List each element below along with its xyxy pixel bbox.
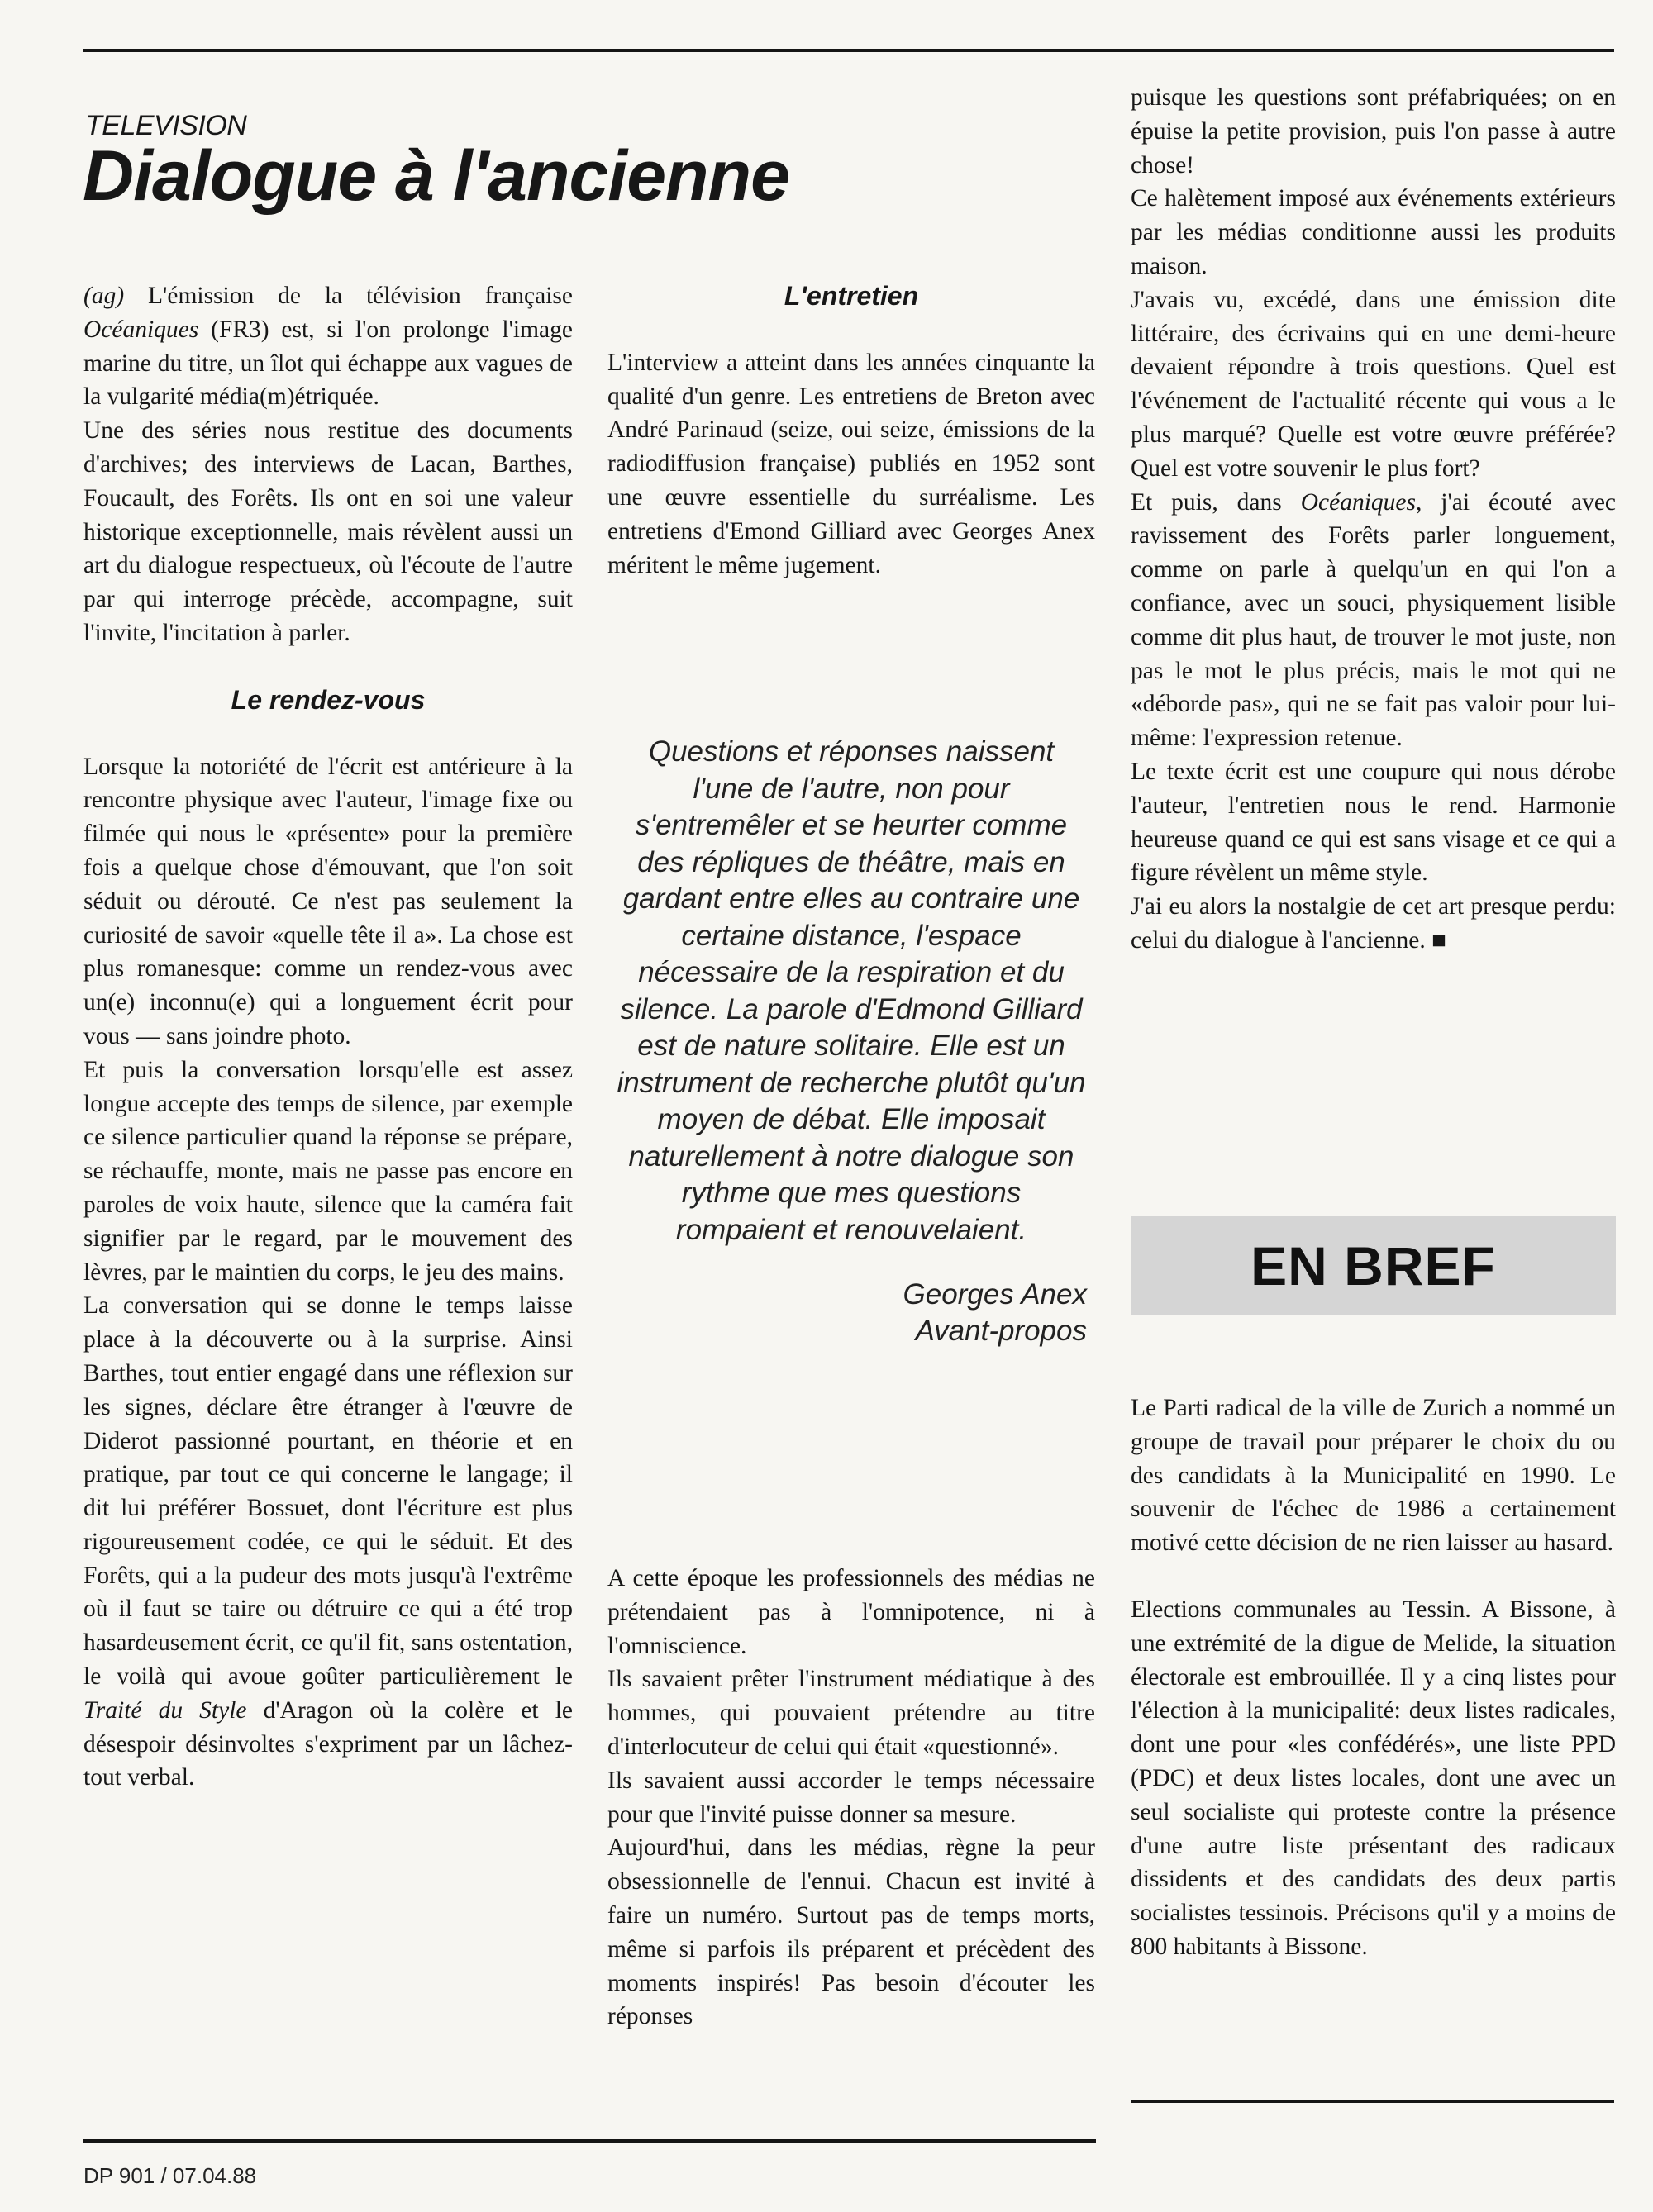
paragraph: Ce halètement imposé aux événements extérieurs par les médias conditionne aussi les produits maison. [1131, 185, 1616, 279]
paragraph: J'ai eu alors la nostalgie de cet art presque perdu: celui du dialogue à l'ancienne. ■ [1131, 893, 1616, 954]
en-bref-title: EN BREF [1250, 1235, 1496, 1296]
paragraph: puisque les questions sont préfabriquées; on en épuise la petite provision, puis l'on passe à autre chose! [1131, 84, 1616, 178]
pull-quote-signature [616, 1277, 1087, 1349]
section-kicker: TELEVISION [85, 110, 247, 141]
subhead-rendez-vous: Le rendez-vous [231, 684, 426, 715]
paragraph: Et puis la conversation lorsqu'elle est assez longue accepte des temps de silence, par exemple ce silence particulier quand la réponse se prépare, se réchauffe, monte, mais ne passe pas encore en paroles de voix haute, silence que la caméra fait signifier par le regard, par le mouvement des lèvres, par le maintien du corps, le jeu des mains. [83, 1056, 573, 1286]
end-mark: ■ [1431, 926, 1446, 954]
issue-footer: DP 901 / 07.04.88 [83, 2163, 257, 2188]
paragraph: Aujourd'hui, dans les médias, règne la peur obsessionnelle de l'ennui. Chacun est invité à faire un numéro. Surtout pas de temps morts, même si parfois ils préparent et précèdent des moments inspirés! Pas besoin d'écouter les réponses [607, 1834, 1095, 2030]
en-bref-banner [1131, 1216, 1616, 1315]
paragraph: Et puis, dans Océaniques, j'ai écouté avec ravissement des Forêts parler longuement, comme on parle à quelqu'un en qui l'on a confiance, avec un souci, physiquement lisible comme dit plus haut, de trouver le mot juste, non pas le mot le plus précis, mais le mot qui ne «déborde pas», qui ne se fait pas valoir pour lui-même: l'expression retenue. [1131, 488, 1617, 752]
pull-quote [616, 734, 1087, 1349]
pull-quote-source: Avant-propos [915, 1315, 1087, 1347]
intro-paragraph: (ag) L'émission de la télévision française Océaniques (FR3) est, si l'on prolonge l'image marine du titre, un îlot qui échappe aux vagues de la vulgarité média(m)étriquée. [83, 283, 573, 411]
paragraph: A cette époque les professionnels des médias ne prétendaient pas à l'omnipotence, ni à l'omniscience. [607, 1565, 1095, 1659]
bottom-rule-right [1131, 2100, 1614, 2103]
top-rule [83, 49, 1614, 52]
article-headline: Dialogue à l'ancienne [83, 136, 789, 216]
show-title: Océaniques [83, 316, 199, 343]
paragraph: Le texte écrit est une coupure qui nous dérobe l'auteur, l'entretien nous le rend. Harmonie heureuse quand ce qui est sans visage et ce qui a figure révèlent un même style. [1131, 758, 1616, 887]
pull-quote-author: Georges Anex [903, 1278, 1087, 1311]
paragraph: Ils savaient prêter l'instrument médiatique à des hommes, qui pouvaient prétendre au titre d'interlocuteur de celui qui était «questionné». [607, 1666, 1095, 1760]
brief-item: Le Parti radical de la ville de Zurich a nommé un groupe de travail pour préparer le choix du ou des candidats à la Municipalité en 1990. Le souvenir de l'échec de 1986 a certainement motivé cette décision de ne rien laisser au hasard. [1131, 1395, 1616, 1557]
bottom-rule-left [83, 2139, 1096, 2143]
paragraph: Une des séries nous restitue des documents d'archives; des interviews de Lacan, Barthes, Foucault, des Forêts. Ils ont en soi une valeur historique exceptionnelle, mais révèlent aussi un art du dialogue respectueux, où l'écoute de l'autre par qui interroge précède, accompagne, suit l'invite, l'incitation à parler. [83, 417, 573, 646]
en-bref-items [1131, 1391, 1616, 1964]
paragraph: Ils savaient aussi accorder le temps nécessaire pour que l'invité puisse donner sa mesure. [607, 1767, 1095, 1828]
paragraph: L'interview a atteint dans les années cinquante la qualité d'un genre. Les entretiens de Breton avec André Parinaud (seize, oui seize, émissions de la radiodiffusion française) publiés en 1952 sont une œuvre essentielle du surréalisme. Les entretiens d'Emond Gilliard avec Georges Anex méritent le même jugement. [607, 349, 1095, 578]
author-tag: (ag) [83, 283, 125, 309]
book-title: Traité du Style [83, 1696, 247, 1724]
show-title: Océaniques [1300, 488, 1416, 516]
column-2 [607, 279, 1095, 582]
brief-item: Elections communales au Tessin. A Bissone, à une extrémité de la digue de Melide, la situation électorale est embrouillée. Il y a cinq listes pour l'élection à la municipalité: deux listes radicales, dont une pour «les confédérés», une liste PPD (PDC) et deux listes locales, dont une avec un seul socialiste qui proteste contre la présence d'une autre liste présentant des radicaux dissidents et des candidats des deux partis socialistes tessinois. Précisons qu'il y a moins de 800 habitants à Bissone. [1131, 1596, 1616, 1960]
paragraph: J'avais vu, excédé, dans une émission dite littéraire, des écrivains qui en une demi-heure devaient répondre à trois questions. Quel est l'événement de l'actualité récente qui vous a le plus marqué? Quelle est votre œuvre préférée? Quel est votre souvenir le plus fort? [1131, 286, 1616, 482]
column-1 [83, 279, 573, 1795]
column-2-continued [607, 1562, 1095, 2034]
subhead-entretien: L'entretien [784, 281, 919, 311]
column-3 [1131, 81, 1616, 958]
pull-quote-text: Questions et réponses naissent l'une de l'autre, non pour s'entremêler et se heurter comme des répliques de théâtre, mais en gardant entre elles au contraire une certaine distance, l'espace nécessaire de la respiration et du silence. La parole d'Edmond Gilliard est de nature solitaire. Elle est un instrument de recherche plutôt qu'un moyen de débat. Elle imposait naturellement à notre dialogue son rythme que mes questions rompaient et renouvelaient. [617, 735, 1086, 1246]
paragraph: La conversation qui se donne le temps laisse place à la découverte ou à la surprise. Ainsi Barthes, tout entier engagé dans une réflexion sur les signes, déclare être étranger à l'œuvre de Diderot passionné pourtant, en théorie et en pratique, par tout ce qui concerne le langage; il dit lui préférer Bossuet, dont l'écriture est plus rigoureusement codée, ce qui le séduit. Et des Forêts, qui a la pudeur des mots jusqu'à l'extrême où il faut se taire ou détruire ce qui a été trop hasardeusement écrit, ce qu'il fit, sans ostentation, le voilà qui avoue goûter particulièrement le Traité du Style d'Aragon où la colère et le désespoir désinvoltes s'expriment par un lâchez-tout verbal. [83, 1292, 573, 1791]
paragraph: Lorsque la notoriété de l'écrit est antérieure à la rencontre physique avec l'auteur, l'image fixe ou filmée qui nous le «présente» pour la première fois a quelque chose d'émouvant, que l'on soit séduit ou dérouté. Ce n'est pas seulement la curiosité de savoir «quelle tête il a». La chose est plus romanesque: comme un rendez-vous avec un(e) inconnu(e) qui a longuement écrit pour vous — sans joindre photo. [83, 753, 573, 1049]
